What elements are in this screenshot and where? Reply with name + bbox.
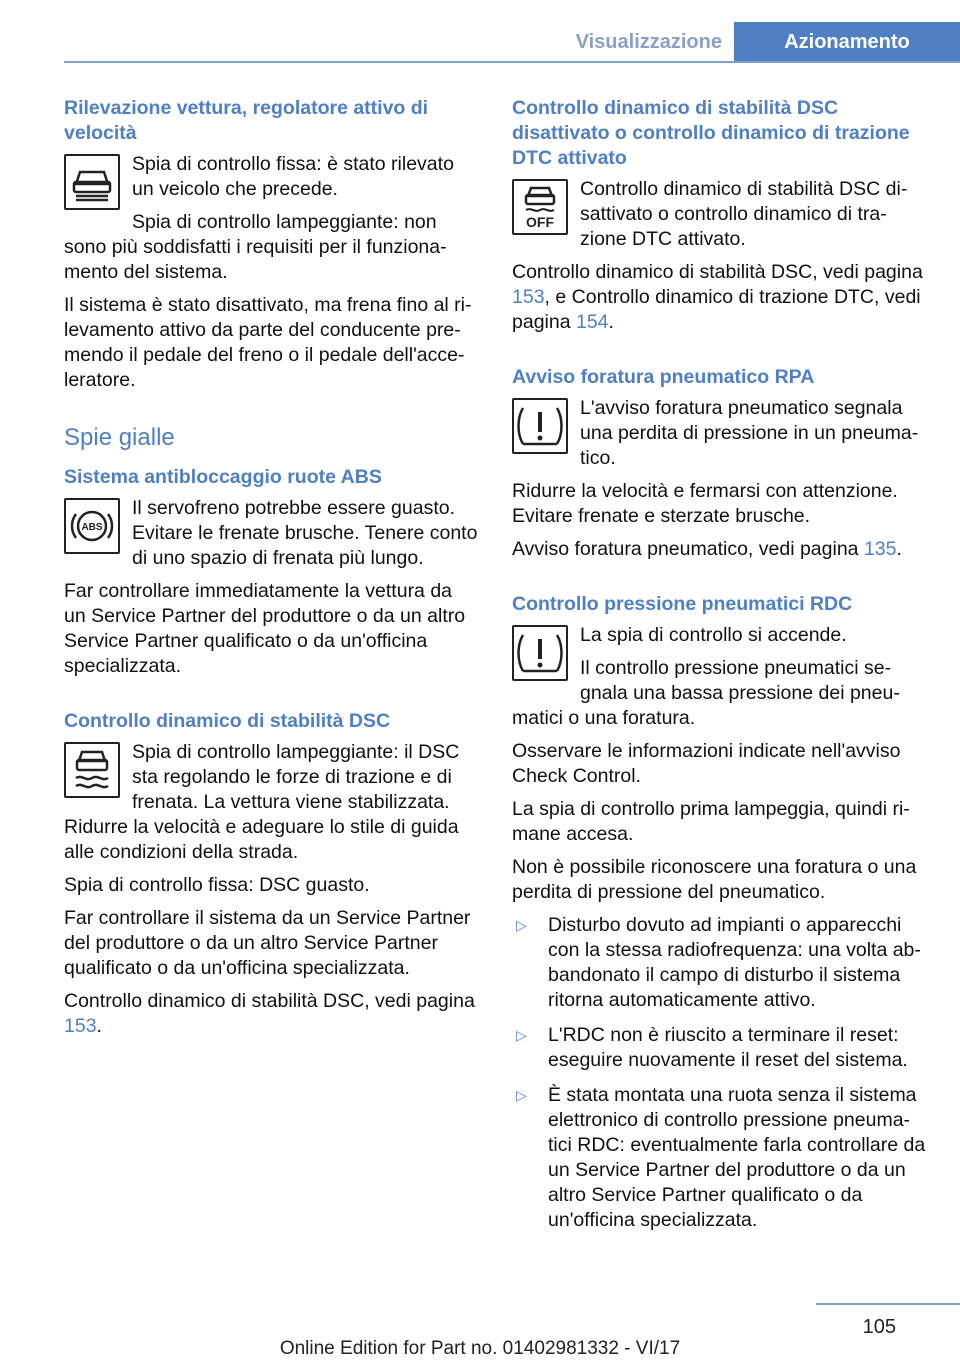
abs-icon	[64, 498, 120, 554]
paragraph: Controllo dinamico di stabilità DSC disattivato o controllo dinamico di trazione DTC attivato.	[580, 178, 908, 250]
heading-spie-gialle: Spie gialle	[64, 424, 175, 451]
tire-warning-icon	[512, 398, 568, 454]
dsc-off-icon	[512, 179, 568, 235]
triangle-bullet-icon: ▷	[516, 1087, 527, 1103]
car-ahead-icon	[64, 154, 120, 210]
paragraph	[512, 260, 926, 335]
section-abs	[64, 465, 478, 679]
footer-rule	[816, 1303, 960, 1305]
text: Controllo dinamico di stabilità DSC, vedi pagina	[512, 261, 923, 283]
paragraph: Il controllo pressione pneumatici segnala una bassa pressione dei pneumatici o una foratura.	[512, 657, 900, 729]
section-title: Controllo dinamico di stabilità DSC disattivato o controllo dinamico di trazione DTC attivato	[512, 97, 910, 169]
page-number: 105	[862, 1316, 896, 1338]
text: Avviso foratura pneumatico, vedi pagina	[512, 538, 864, 560]
section-rpa	[512, 365, 926, 562]
list-item-text: È stata montata una ruota senza il sistema elettronico di controllo pressione pneumatici RDC: eventualmente farla controllare da un Service Partner del produttore o da un altro Service Partner qualificato o da un'officina specializzata.	[548, 1084, 926, 1231]
section-title: Controllo dinamico di stabilità DSC	[64, 710, 391, 732]
text: .	[96, 1015, 102, 1037]
page-header	[0, 22, 960, 62]
section-title: Sistema antibloccaggio ruote ABS	[64, 466, 382, 488]
dsc-skid-icon	[64, 742, 120, 798]
paragraph: Far controllare immediatamente la vettura da un Service Partner del produttore o da un altro Service Partner qualificato o da un'officina specializzata.	[64, 580, 466, 677]
tab-visualizzazione[interactable]: Visualizzazione	[575, 31, 722, 53]
text: , e Controllo dinamico di trazione DTC, vedi pagina	[512, 286, 921, 333]
text: .	[608, 311, 614, 333]
paragraph: Osservare le informazioni indicate nell'avviso Check Control.	[512, 740, 901, 787]
text: .	[896, 538, 902, 560]
paragraph: L'avviso foratura pneumatico segnala una perdita di pressione in un pneumatico.	[580, 397, 919, 469]
right-column	[512, 96, 926, 1263]
paragraph: Ridurre la velocità e fermarsi con attenzione. Evitare frenate e sterzate brusche.	[512, 480, 898, 527]
triangle-bullet-icon: ▷	[516, 917, 527, 933]
section-title: Avviso foratura pneumatico RPA	[512, 366, 815, 388]
edition-footer: Online Edition for Part no. 01402981332 - VI/17	[279, 1338, 681, 1359]
paragraph: Il sistema è stato disattivato, ma frena fino al rilevamento attivo da parte del conducente premendo il pedale del freno o il pedale dell'acceleratore.	[64, 294, 472, 391]
page-link-153[interactable]: 153	[64, 1015, 97, 1037]
paragraph: Il servofreno potrebbe essere guasto. Evitare le frenate brusche. Tenere conto di uno spazio di frenata più lungo.	[132, 497, 478, 569]
left-column	[64, 96, 478, 1069]
list-item-text: Disturbo dovuto ad impianti o apparecchi con la stessa radiofrequenza: una volta abbandonato il campo di disturbo il sistema ritorna automaticamente attivo.	[548, 914, 921, 1011]
page-link-135[interactable]: 135	[863, 538, 897, 560]
tire-pressure-icon	[512, 625, 568, 681]
bullet-list	[512, 913, 926, 1233]
list-item-text: L'RDC non è riuscito a terminare il reset: eseguire nuovamente il reset del sistema.	[548, 1024, 908, 1071]
header-rule	[64, 61, 960, 63]
section-title: Controllo pressione pneumatici RDC	[512, 593, 853, 615]
section-vehicle-detection	[64, 96, 478, 393]
section-dsc	[64, 709, 478, 1039]
abs-icon-label: ABS	[81, 522, 103, 533]
paragraph: Spia di controllo fissa: DSC guasto.	[64, 874, 370, 896]
dsc-off-label: OFF	[526, 214, 554, 230]
paragraph: Far controllare il sistema da un Service Partner del produttore o da un altro Service Partner qualificato o da un'officina specializzata.	[64, 907, 471, 979]
page-link-153[interactable]: 153	[512, 286, 545, 308]
triangle-bullet-icon: ▷	[516, 1027, 527, 1043]
tab-azionamento[interactable]: Azionamento	[734, 22, 960, 62]
paragraph: La spia di controllo si accende.	[580, 624, 847, 646]
list-item	[512, 913, 926, 1013]
page-link-154[interactable]: 154	[575, 311, 609, 333]
text: Controllo dinamico di stabilità DSC, vedi pagina	[64, 990, 475, 1012]
section-rdc	[512, 592, 926, 1233]
paragraph: Spia di controllo lampeggiante: il DSC sta regolando le forze di trazione e di frenata. La vettura viene stabilizzata. Ridurre la velocità e adeguare lo stile di guida alle condizioni della strada.	[64, 741, 460, 863]
paragraph	[64, 989, 478, 1039]
list-item	[512, 1083, 926, 1233]
paragraph: La spia di controllo prima lampeggia, quindi rimane accesa.	[512, 798, 910, 845]
paragraph: Spia di controllo lampeggiante: non sono più soddisfatti i requisiti per il funzionamento del sistema.	[64, 211, 447, 283]
paragraph: Spia di controllo fissa: è stato rilevato un veicolo che precede.	[132, 153, 454, 200]
paragraph: Non è possibile riconoscere una foratura o una perdita di pressione del pneumatico.	[512, 856, 917, 903]
section-dsc-off	[512, 96, 926, 335]
section-title: Rilevazione vettura, regolatore attivo di velocità	[64, 97, 429, 144]
paragraph	[512, 537, 926, 562]
list-item	[512, 1023, 926, 1073]
